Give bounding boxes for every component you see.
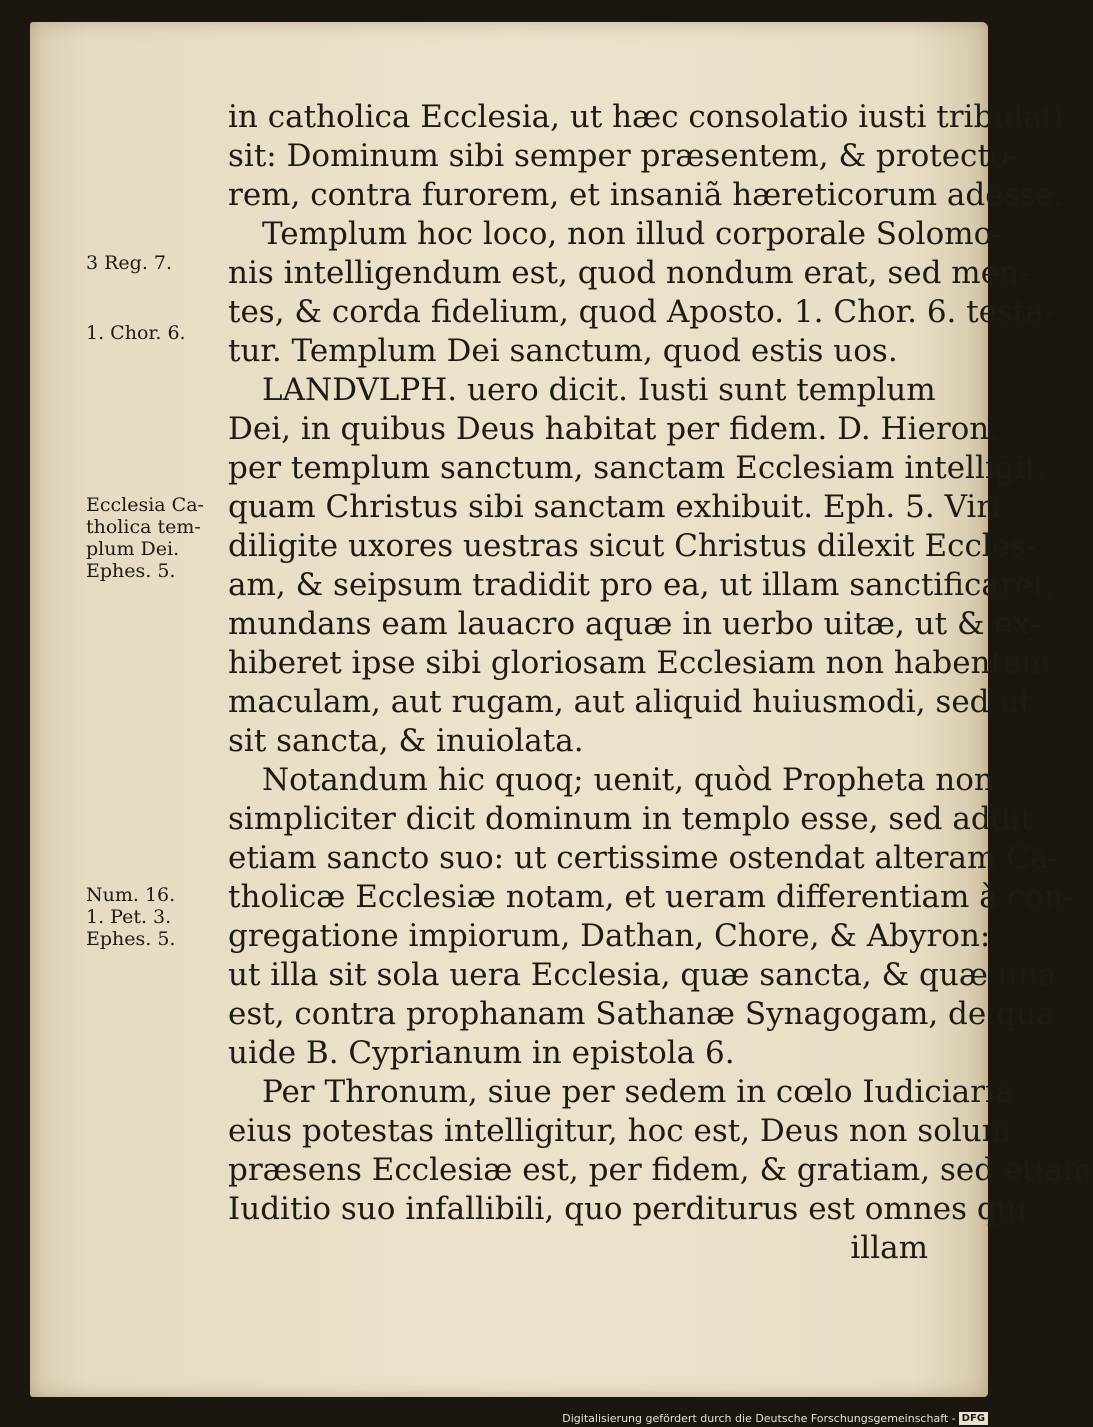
text-line: hiberet ipse sibi gloriosam Ecclesiam non habentem (228, 645, 1051, 681)
text-line: simpliciter dicit dominum in templo esse, sed addit (228, 801, 1033, 837)
text-line: tur. Templum Dei sanctum, quod estis uos. (228, 333, 898, 369)
text-line: eius potestas intelligitur, hoc est, Deus non solum (228, 1113, 1012, 1149)
margin-note-line: tholica tem- (86, 516, 201, 538)
margin-note-numbers (86, 884, 175, 950)
funding-text: Digitalisierung gefördert durch die Deutsche Forschungsgemeinschaft - (562, 1412, 956, 1425)
margin-note-line: Ephes. 5. (86, 928, 176, 950)
catchword: illam (850, 1230, 928, 1266)
text-line: in catholica Ecclesia, ut hæc consolatio iusti tribulati (228, 99, 1065, 135)
text-line: sit sancta, & inuiolata. (228, 723, 584, 759)
text-line: Notandum hic quoq; uenit, quòd Propheta non (262, 762, 994, 798)
text-line: am, & seipsum tradidit pro ea, ut illam sanctificaret, (228, 567, 1056, 603)
funding-footer (562, 1412, 988, 1425)
text-line: maculam, aut rugam, aut aliquid huiusmodi, sed ut (228, 684, 1032, 720)
text-line: Templum hoc loco, non illud corporale Solomo- (262, 216, 1003, 252)
body-text (228, 98, 1093, 1268)
text-line: etiam sancto suo: ut certissime ostendat alteram Ca- (228, 840, 1059, 876)
margin-note-line: Ecclesia Ca- (86, 494, 204, 516)
text-line: sit: Dominum sibi semper præsentem, & protecto- (228, 138, 1019, 174)
margin-note-line: Ephes. 5. (86, 560, 176, 582)
margin-note-ecclesia (86, 494, 204, 582)
text-line: rem, contra furorem, et insaniã hæreticorum adesse. (228, 177, 1064, 213)
margin-note-line: Num. 16. (86, 884, 176, 906)
text-line: nis intelligendum est, quod nondum erat, sed men- (228, 255, 1030, 291)
margin-note-reg: 3 Reg. 7. (86, 252, 173, 274)
text-line: tholicæ Ecclesiæ notam, et ueram differentiam à con- (228, 879, 1075, 915)
text-line: Dei, in quibus Deus habitat per fidem. D. Hieron. (228, 411, 1000, 447)
text-line: mundans eam lauacro aquæ in uerbo uitæ, ut & ex- (228, 606, 1041, 642)
text-line: LANDVLPH. uero dicit. Iusti sunt templum (262, 372, 936, 408)
margin-note-line: 1. Pet. 3. (86, 906, 172, 928)
text-line: quam Christus sibi sanctam exhibuit. Eph. 5. Viri (228, 489, 1002, 525)
text-line: uide B. Cyprianum in epistola 6. (228, 1035, 735, 1071)
text-line: per templum sanctum, sanctam Ecclesiam intelligit, (228, 450, 1047, 486)
text-line: Per Thronum, siue per sedem in cœlo Iudiciaria (262, 1074, 1014, 1110)
text-line: tes, & corda fidelium, quod Aposto. 1. Chor. 6. testa- (228, 294, 1055, 330)
text-line: Iuditio suo infallibili, quo perditurus est omnes qui (228, 1191, 1027, 1227)
margin-note-line: plum Dei. (86, 538, 180, 560)
text-line: præsens Ecclesiæ est, per fidem, & gratiam, sed etiam (228, 1152, 1093, 1188)
text-line: gregatione impiorum, Dathan, Chore, & Abyron: (228, 918, 991, 954)
text-line: ut illa sit sola uera Ecclesia, quæ sancta, & quæ una (228, 957, 1057, 993)
text-line: diligite uxores uestras sicut Christus dilexit Eccles- (228, 528, 1037, 564)
text-line: est, contra prophanam Sathanæ Synagogam, de qua (228, 996, 1055, 1032)
margin-note-chor: 1. Chor. 6. (86, 322, 186, 344)
dfg-logo: DFG (959, 1412, 988, 1425)
